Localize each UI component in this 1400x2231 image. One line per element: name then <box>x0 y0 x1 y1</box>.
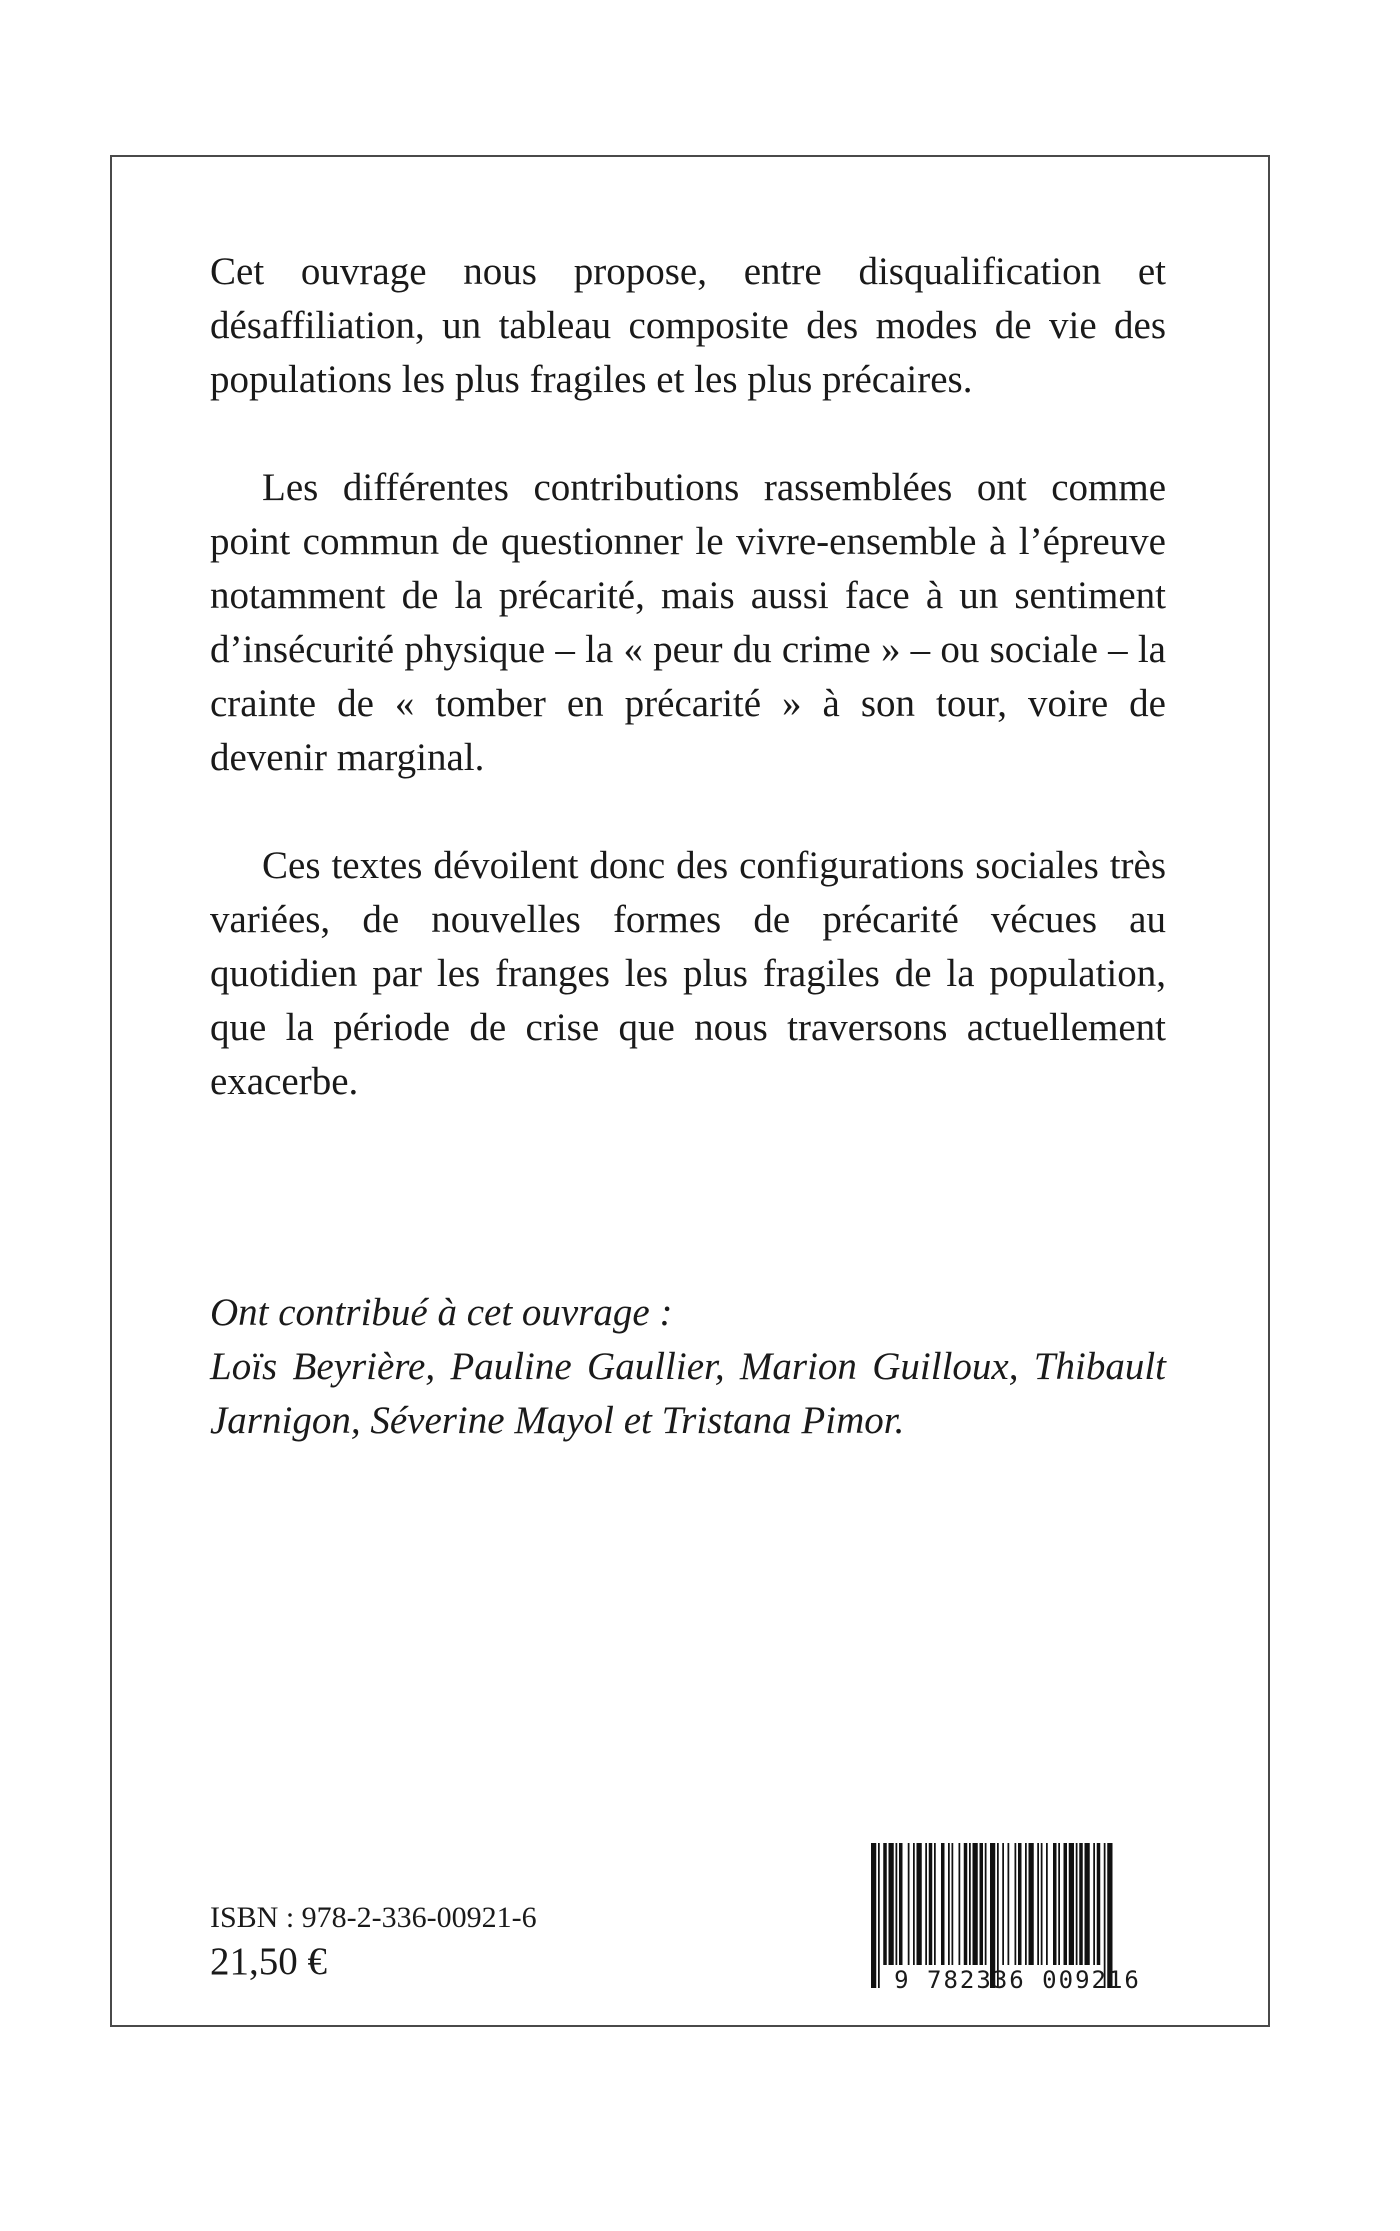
barcode-digits: 9 782336 009216 <box>894 1966 1141 1994</box>
paragraph-1: Cet ouvrage nous propose, entre disqualification et désaffiliation, un tableau composite des modes de vie des populations les plus fragiles et les plus précaires. <box>210 250 1166 401</box>
contributors-names: Loïs Beyrière, Pauline Gaullier, Marion Guilloux, Thibault Jarnigon, Séverine Mayol et Tristana Pimor. <box>210 1345 1166 1442</box>
paragraph-2: Les différentes contributions rassemblées ont comme point commun de questionner le vivre-ensemble à l’épreuve notamment de la précarité, mais aussi face à un sentiment d’insécurité physique – la « peur du crime » – ou sociale – la crainte de « tomber en précarité » à son tour, voire de devenir marginal. <box>210 466 1166 779</box>
isbn: ISBN : 978-2-336-00921-6 <box>210 1901 537 1934</box>
contributors <box>210 1286 1166 1448</box>
contributors-heading: Ont contribué à cet ouvrage : <box>210 1291 673 1334</box>
blurb <box>210 245 1166 1163</box>
price: 21,50 € <box>210 1940 327 1983</box>
paragraph-3: Ces textes dévoilent donc des configurations sociales très variées, de nouvelles formes de précarité vécues au quotidien par les franges les plus fragiles de la population, que la période de crise que nous traversons actuellement exacerbe. <box>210 844 1166 1103</box>
